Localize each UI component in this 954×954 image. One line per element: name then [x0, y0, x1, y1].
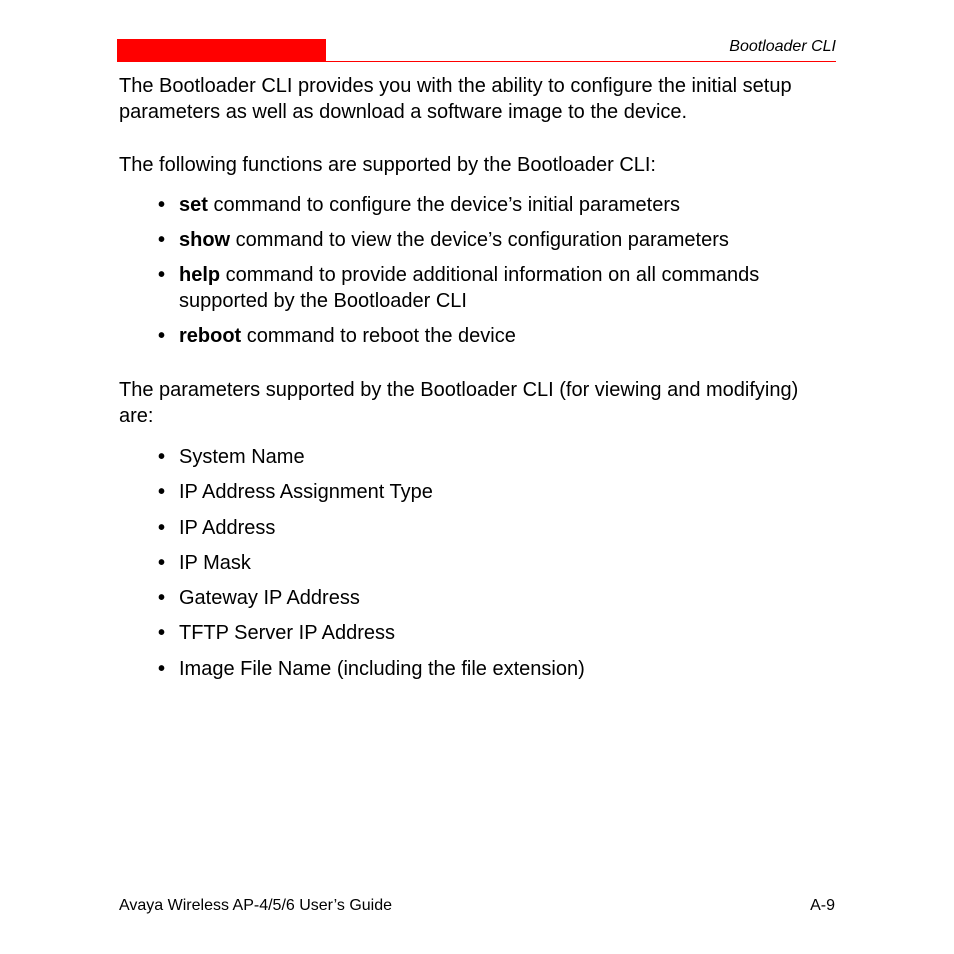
bullet-icon: •	[158, 657, 166, 680]
command-description: command to view the device’s configuration parameters	[230, 229, 729, 251]
command-name: set	[179, 194, 208, 216]
bullet-icon: •	[158, 481, 166, 504]
param-name: Image File Name (including the file extension)	[179, 657, 585, 680]
bullet-icon: •	[158, 325, 166, 347]
header-rule	[117, 61, 836, 62]
command-name: show	[179, 229, 231, 251]
param-name: Gateway IP Address	[179, 587, 360, 610]
list-item	[158, 515, 839, 541]
params-intro: The parameters supported by the Bootloader CLI (for viewing and modifying) are:	[119, 379, 799, 427]
list-item	[158, 656, 839, 682]
list-item	[158, 192, 839, 218]
command-name: reboot	[179, 325, 242, 347]
bullet-icon: •	[158, 229, 166, 251]
command-description: command to reboot the device	[241, 325, 516, 347]
param-name: IP Address Assignment Type	[179, 481, 433, 504]
list-item	[158, 620, 839, 646]
running-header-title: Bootloader CLI	[729, 38, 836, 55]
param-name: System Name	[179, 446, 305, 468]
list-item	[158, 479, 839, 505]
bullet-icon: •	[158, 516, 166, 539]
intro-paragraph: The Bootloader CLI provides you with the ability to configure the initial setup parameters as well as download a software image to the device.	[119, 75, 792, 123]
bullet-icon: •	[158, 587, 166, 610]
list-item	[158, 227, 839, 253]
list-item	[158, 323, 839, 349]
footer-guide-title: Avaya Wireless AP-4/5/6 User’s Guide	[119, 897, 393, 914]
bullet-icon: •	[158, 622, 166, 645]
param-name: TFTP Server IP Address	[179, 622, 396, 645]
footer-page-number: A-9	[810, 897, 835, 914]
command-description: command to configure the device’s initial parameters	[207, 194, 680, 216]
bullet-icon: •	[158, 194, 166, 216]
list-item	[158, 444, 839, 470]
list-item	[158, 262, 839, 314]
command-name: help	[179, 264, 221, 286]
header-accent-bar	[117, 39, 326, 61]
bullet-icon: •	[158, 446, 166, 468]
param-name: IP Address	[179, 516, 276, 539]
list-item	[158, 585, 839, 611]
functions-intro: The following functions are supported by the Bootloader CLI:	[119, 154, 656, 176]
command-description: command to provide additional information on all commands supported by the Bootloader CLI	[179, 264, 760, 312]
param-name: IP Mask	[179, 551, 251, 574]
list-item	[158, 550, 839, 576]
functions-list	[158, 192, 839, 358]
bullet-icon: •	[158, 551, 166, 574]
params-list	[158, 444, 839, 691]
bullet-icon: •	[158, 264, 166, 286]
